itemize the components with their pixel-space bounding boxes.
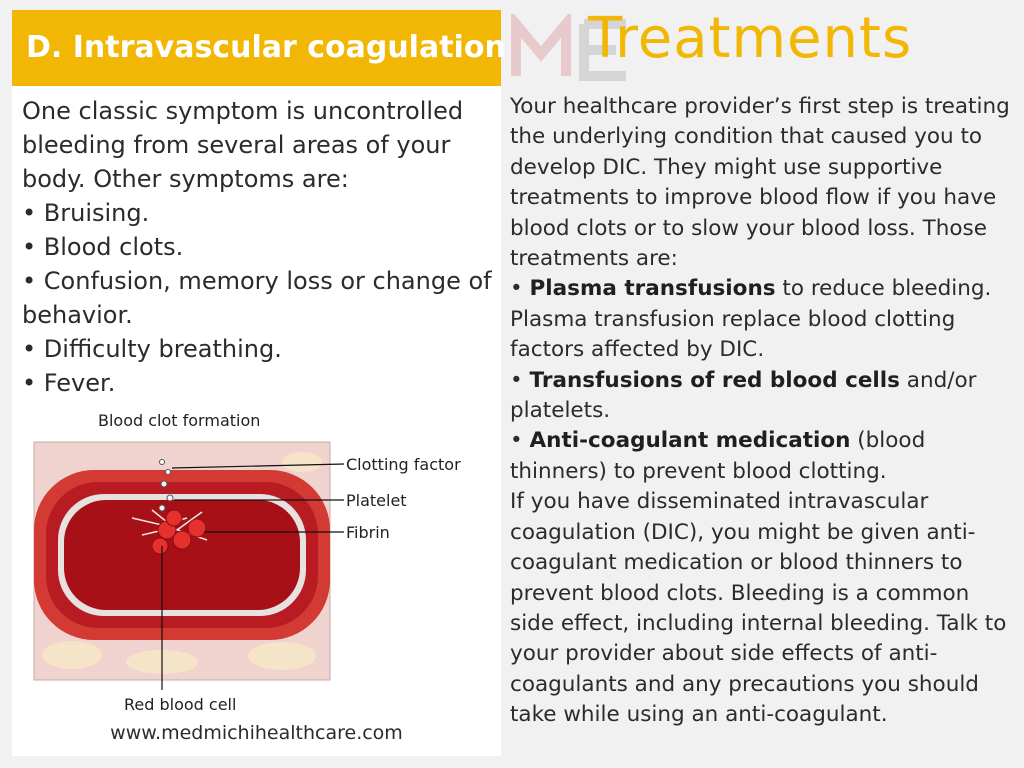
fat-cell bbox=[42, 641, 102, 669]
symptom-item: • Fever. bbox=[22, 369, 116, 397]
label-red-blood-cell: Red blood cell bbox=[124, 695, 237, 714]
fat-cell bbox=[248, 642, 316, 670]
bullet: • bbox=[510, 367, 523, 393]
treatment-item: • Anti-coagulant medication (blood thinners) to prevent blood clotting. bbox=[510, 428, 926, 484]
red-blood-cell bbox=[166, 510, 182, 526]
treatments-text bbox=[510, 92, 1015, 731]
bullet: • bbox=[22, 335, 37, 363]
red-blood-cell bbox=[188, 519, 206, 537]
label-fibrin: Fibrin bbox=[346, 523, 390, 542]
symptoms-text bbox=[22, 94, 497, 400]
red-blood-cell bbox=[173, 531, 191, 549]
platelet-particle bbox=[167, 495, 173, 501]
symptoms-intro: One classic symptom is uncontrolled bleeding from several areas of your body. Other symptoms are: bbox=[22, 97, 464, 193]
section-header: D. Intravascular coagulation bbox=[12, 10, 501, 86]
treatments-intro: Your healthcare provider’s first step is treating the underlying condition that caused you to develop DIC. They might use supportive treatments to improve blood flow if you have blood clots or to slow your blood loss. Those treatments are: bbox=[510, 94, 1010, 272]
diagram-title: Blood clot formation bbox=[98, 411, 261, 430]
treatments-closing: If you have disseminated intravascular coagulation (DIC), you might be given anti-coagulant medication or blood thinners to prevent blood clots. Bleeding is a common side effect, including internal bleeding. Talk to your provider about side effects of anti-coagulants and any precautions you should take while using an anti-coagulant. bbox=[510, 489, 1007, 728]
symptom-item: • Confusion, memory loss or change of behavior. bbox=[22, 267, 492, 329]
label-clotting-factor: Clotting factor bbox=[346, 455, 461, 474]
bullet: • bbox=[22, 369, 37, 397]
treatment-item: • Transfusions of red blood cells and/or platelets. bbox=[510, 367, 977, 424]
treatment-item: • Plasma transfusions to reduce bleeding. Plasma transfusion replace blood clotting factors affected by DIC. bbox=[510, 276, 992, 363]
bullet: • bbox=[22, 199, 37, 227]
website-url: www.medmichihealthcare.com bbox=[110, 722, 403, 744]
bullet: • bbox=[22, 233, 37, 261]
symptom-item: • Blood clots. bbox=[22, 233, 184, 261]
symptom-item: • Bruising. bbox=[22, 199, 150, 227]
fat-cell bbox=[282, 452, 322, 472]
bullet: • bbox=[22, 267, 37, 295]
blood-clot-diagram bbox=[12, 400, 501, 720]
clotting-factor-particle bbox=[160, 460, 165, 465]
red-blood-cell bbox=[152, 538, 168, 554]
symptoms-panel bbox=[12, 10, 506, 756]
bullet: • bbox=[510, 276, 523, 302]
clotting-factor-particle bbox=[166, 470, 171, 475]
treatments-title: Treatments bbox=[588, 6, 913, 71]
platelet-particle bbox=[161, 481, 167, 487]
bullet: • bbox=[510, 428, 523, 454]
platelet-particle bbox=[159, 505, 165, 511]
symptom-item: • Difficulty breathing. bbox=[22, 335, 282, 363]
label-platelet: Platelet bbox=[346, 491, 407, 510]
